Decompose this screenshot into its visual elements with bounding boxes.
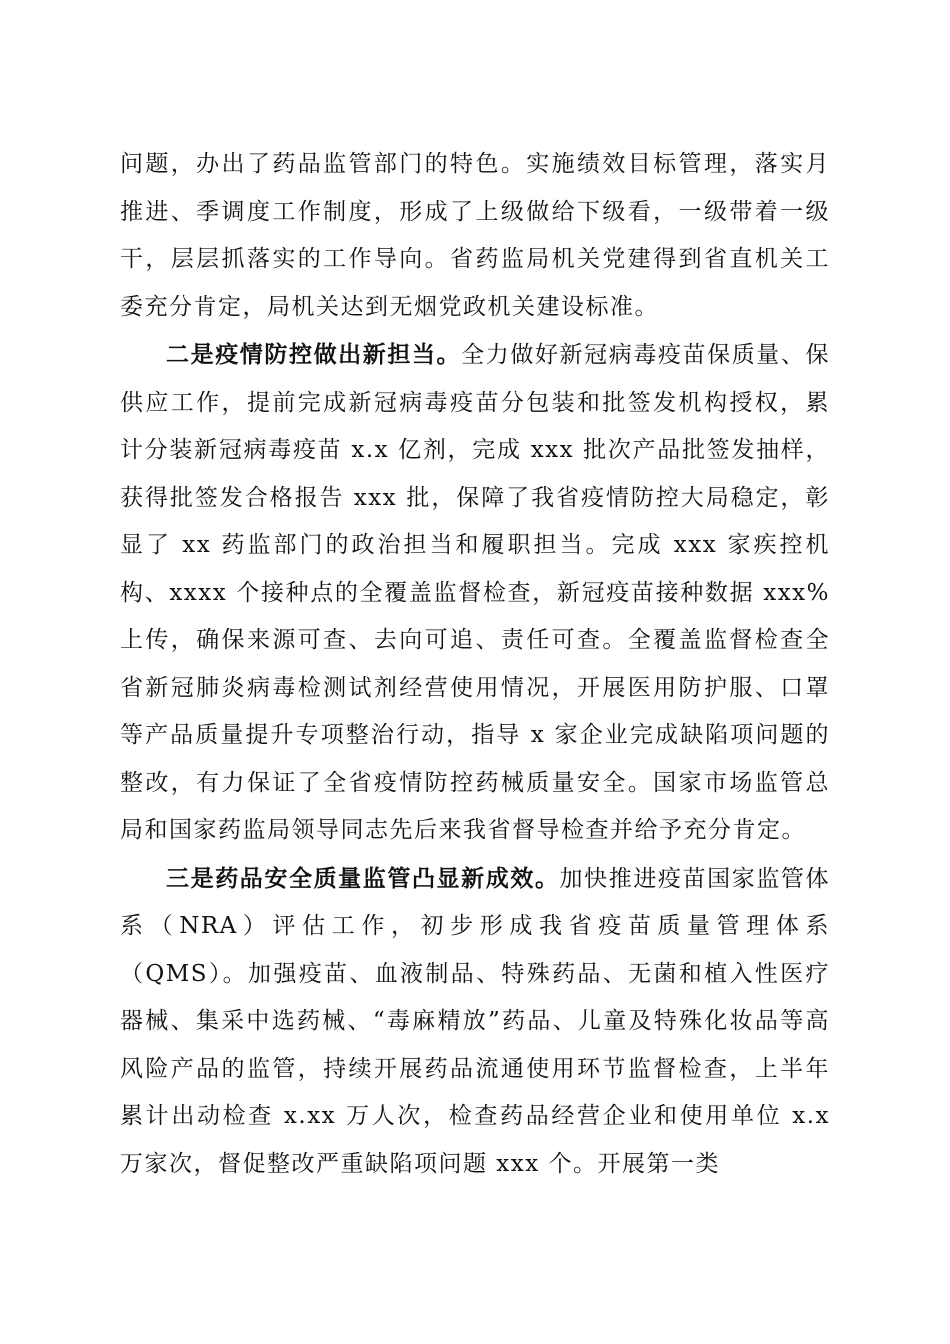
paragraph-drug-safety	[120, 855, 830, 1189]
paragraph-text: 全力做好新冠病毒疫苗保质量、保供应工作，提前完成新冠病毒疫苗分包装和批签发机构授权，累计分装新冠病毒疫苗 x.x 亿剂，完成 xxx 批次产品批签发抽样，获得批签发合格报告 xxx 批，保障了我省疫情防控大局稳定，彰显了 xx 药监部门的政治担当和履职担当。完成 xxx 家疾控机构、xxxx 个接种点的全覆盖监督检查，新冠疫苗接种数据 xxx%上传，确保来源可查、去向可追、责任可查。全覆盖监督检查全省新冠肺炎病毒检测试剂经营使用情况，开展医用防护服、口罩等产品质量提升专项整治行动，指导 x 家企业完成缺陷项问题的整改，有力保证了全省疫情防控药械质量安全。国家市场监管总局和国家药监局领导同志先后来我省督导检查并给予充分肯定。	[120, 342, 831, 843]
paragraph-epidemic-prevention	[120, 331, 830, 855]
paragraph-continuation	[120, 141, 830, 331]
document-body	[120, 141, 830, 1188]
paragraph-lead-heading: 三是药品安全质量监管凸显新成效。	[166, 864, 560, 892]
paragraph-text: 问题，办出了药品监管部门的特色。实施绩效目标管理，落实月推进、季调度工作制度，形成了上级做给下级看，一级带着一级干，层层抓落实的工作导向。省药监局机关党建得到省直机关工委充分肯定，局机关达到无烟党政机关建设标准。	[120, 151, 830, 320]
paragraph-lead-heading: 二是疫情防控做出新担当。	[166, 341, 462, 368]
paragraph-text: 加快推进疫苗国家监管体系（NRA）评估工作，初步形成我省疫苗质量管理体系（QMS）。加强疫苗、血液制品、特殊药品、无菌和植入性医疗器械、集采中选药械、“毒麻精放”药品、儿童及特殊化妆品等高风险产品的监管，持续开展药品流通使用环节监督检查，上半年累计出动检查 x.xx 万人次，检查药品经营企业和使用单位 x.x 万家次，督促整改严重缺陷项问题 xxx 个。开展第一类	[120, 865, 831, 1177]
